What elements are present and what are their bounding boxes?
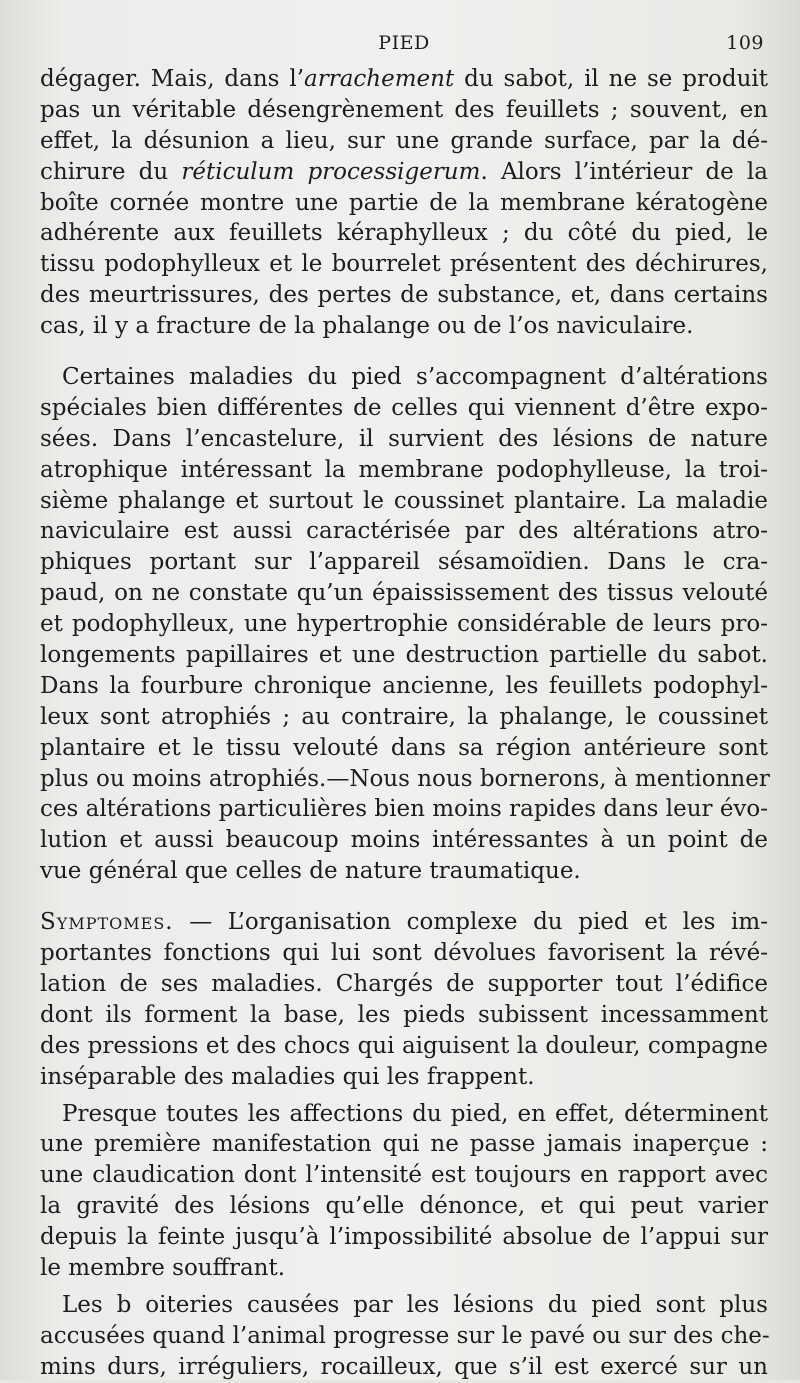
page-number: 109	[726, 32, 764, 54]
text-line	[40, 907, 768, 938]
text-line: une claudication dont l’intensité est toujours en rapport avec	[40, 1162, 768, 1189]
text-segment: du sabot, il ne se produit	[454, 66, 768, 92]
text-line: tissu podophylleux et le bourrelet présentent des déchirures,	[40, 251, 768, 278]
text-line: phiques portant sur l’appareil sésamoïdien. Dans le cra-	[40, 549, 768, 576]
text-line: lution et aussi beaucoup moins intéressantes à un point de	[40, 827, 768, 854]
text-line: plus ou moins atrophiés.—Nous nous bornerons, à mentionner	[40, 765, 770, 792]
text-line: des meurtrissures, des pertes de substance, et, dans certains	[40, 282, 768, 309]
text-line: le membre souffrant.	[40, 1254, 286, 1281]
text-line: Dans la fourbure chronique ancienne, les feuillets podophyl-	[40, 672, 768, 699]
paragraph-other-diseases	[40, 362, 768, 887]
text-line: paud, on ne constate qu’un épaississement des tissus velouté	[40, 580, 768, 607]
text-line: atrophique intéressant la membrane podophylleuse, la troi-	[40, 456, 768, 483]
text-line: sième phalange et surtout le coussinet plantaire. La maladie	[40, 487, 768, 514]
text-line: naviculaire est aussi caractérisée par des altérations atro-	[40, 518, 768, 545]
text-line: plantaire et le tissu velouté dans sa région antérieure sont	[40, 734, 768, 761]
text-line: des pressions et des chocs qui aiguisent la douleur, compagne	[40, 1032, 768, 1059]
paragraph-boiteries	[40, 1290, 768, 1383]
text-line: et podophylleux, une hypertrophie considérable de leurs pro-	[40, 611, 768, 638]
text-line: Presque toutes les affections du pied, en effet, déterminent	[62, 1100, 768, 1127]
text-line: une première manifestation qui ne passe jamais inaperçue :	[40, 1131, 768, 1158]
text-segment: — L’organisation complexe du pied et les im-	[173, 909, 768, 936]
text-line: inséparable des maladies qui les frappent.	[40, 1063, 535, 1090]
paragraph-symptoms	[40, 907, 768, 1092]
text-line: ces altérations particulières bien moins rapides dans leur évo-	[40, 796, 769, 823]
text-line: Les b oiteries causées par les lésions du pied sont plus	[62, 1291, 768, 1318]
text-line: adhérente aux feuillets kéraphylleux ; du côté du pied, le	[40, 220, 768, 247]
paragraph-arrachement	[40, 64, 768, 342]
text-line	[40, 157, 768, 188]
text-line: mins durs, irréguliers, rocailleux, que s’il est exercé sur un	[40, 1353, 768, 1380]
running-title: PIED	[378, 32, 430, 54]
text-line: leux sont atrophiés ; au contraire, la phalange, le coussinet	[40, 703, 768, 730]
text-line: dont ils forment la base, les pieds subissent incessamment	[40, 1001, 768, 1028]
text-line: cas, il y a fracture de la phalange ou de l’os naviculaire.	[40, 313, 694, 340]
text-line: la gravité des lésions qu’elle dénonce, et qui peut varier	[40, 1193, 768, 1220]
text-line: portantes fonctions qui lui sont dévolues favorisent la révé-	[40, 940, 768, 967]
text-line: pas un véritable désengrènement des feuillets ; souvent, en	[40, 96, 768, 123]
text-line: boîte cornée montre une partie de la membrane kératogène	[40, 189, 768, 216]
section-heading: Symptomes.	[40, 909, 174, 936]
italic-term: arrachement	[304, 66, 455, 92]
text-line	[40, 64, 768, 95]
text-line: spéciales bien différentes de celles qui viennent d’être expo-	[40, 394, 768, 421]
italic-term: réticulum processigerum	[181, 158, 481, 185]
text-line: depuis la feinte jusqu’à l’impossibilité absolue de l’appui sur	[40, 1224, 768, 1251]
text-line: accusées quand l’animal progresse sur le pavé ou sur des che-	[40, 1322, 770, 1349]
text-line: effet, la désunion a lieu, sur une grande surface, par la dé-	[40, 127, 768, 154]
text-line: Certaines maladies du pied s’accompagnent d’altérations	[62, 364, 768, 391]
text-segment: chirure du	[40, 158, 182, 185]
text-line: lation de ses maladies. Chargés de supporter tout l’édifice	[40, 970, 768, 997]
text-line: vue général que celles de nature traumatique.	[40, 858, 581, 885]
text-line: sées. Dans l’encastelure, il survient des lésions de nature	[40, 425, 768, 452]
paragraph-claudication	[40, 1099, 768, 1284]
text-line: longements papillaires et une destruction partielle du sabot.	[40, 642, 768, 669]
text-segment: . Alors l’intérieur de la	[480, 158, 768, 185]
page-body	[40, 64, 768, 1383]
text-segment: dégager. Mais, dans l’	[40, 66, 305, 92]
page-header	[40, 32, 768, 58]
